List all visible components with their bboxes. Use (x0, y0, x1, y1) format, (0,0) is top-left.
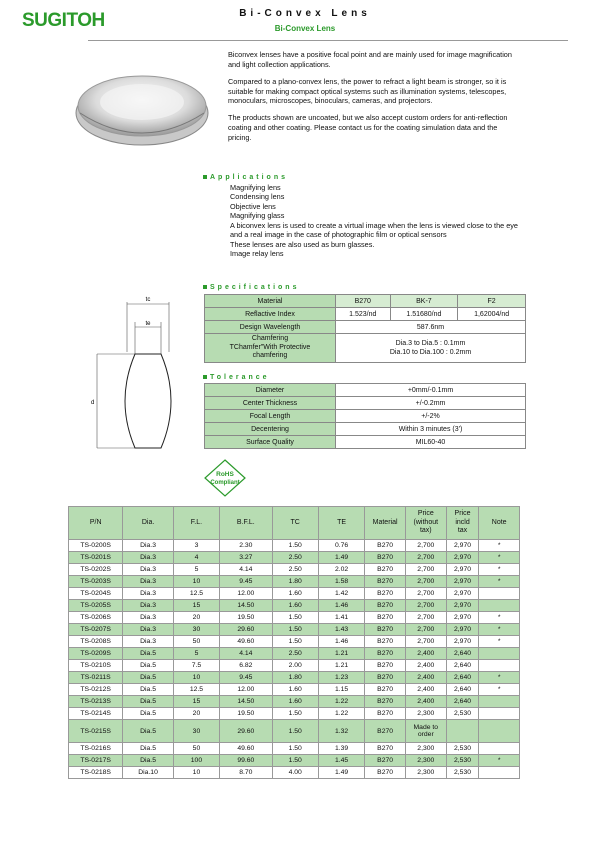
spec-cell: F2 (458, 295, 526, 308)
table-cell: 1.46 (318, 600, 364, 612)
table-cell: 10 (173, 767, 219, 779)
table-cell: Dia.3 (123, 564, 173, 576)
table-cell: 2,530 (446, 767, 479, 779)
company-logo: SUGITOH (22, 10, 105, 31)
table-cell: Dia.5 (123, 720, 173, 743)
table-row (69, 684, 520, 696)
table-cell: 2,530 (446, 708, 479, 720)
table-cell: 29.60 (220, 720, 272, 743)
table-cell: * (479, 576, 520, 588)
table-cell: 2,400 (405, 648, 446, 660)
table-cell: B270 (365, 696, 406, 708)
header-line: incld (455, 518, 470, 526)
table-cell: 2.50 (272, 564, 318, 576)
tolerance-label: Diameter (205, 384, 336, 397)
table-row (69, 743, 520, 755)
table-cell (479, 600, 520, 612)
table-cell: Dia.5 (123, 648, 173, 660)
table-cell: TS-0203S (69, 576, 123, 588)
table-row (69, 588, 520, 600)
bullet-square-icon (203, 175, 207, 179)
table-row (69, 672, 520, 684)
column-header: Dia. (123, 507, 173, 540)
table-cell: 2,970 (446, 588, 479, 600)
column-header: P/N (69, 507, 123, 540)
table-cell: 2,400 (405, 696, 446, 708)
table-cell: 49.60 (220, 743, 272, 755)
spec-label: Design Wavelength (205, 321, 336, 334)
table-cell: Dia.5 (123, 696, 173, 708)
table-cell (479, 588, 520, 600)
table-row (69, 636, 520, 648)
table-cell: Dia.3 (123, 552, 173, 564)
header-line: tax (457, 527, 468, 535)
table-cell: 4.00 (272, 767, 318, 779)
table-cell: 4.14 (220, 564, 272, 576)
te-label: te (145, 321, 151, 327)
table-cell: 2,640 (446, 648, 479, 660)
table-cell: TS-0212S (69, 684, 123, 696)
spec-value-line: Dia.10 to Dia.100 : 0.2mm (389, 349, 472, 356)
intro-text (228, 50, 518, 150)
bullet-square-icon (203, 375, 207, 379)
table-cell: Dia.5 (123, 672, 173, 684)
table-cell: 1.45 (318, 755, 364, 767)
table-cell: B270 (365, 624, 406, 636)
table-cell: * (479, 540, 520, 552)
table-cell: 2.30 (220, 540, 272, 552)
column-header: TC (272, 507, 318, 540)
table-cell: TS-0213S (69, 696, 123, 708)
d-label: d (91, 400, 95, 406)
column-header (446, 507, 479, 540)
table-cell: 1.80 (272, 672, 318, 684)
table-cell: 1.50 (272, 755, 318, 767)
table-cell: 2,700 (405, 636, 446, 648)
table-cell: 14.50 (220, 696, 272, 708)
table-cell: 1.50 (272, 540, 318, 552)
table-cell: * (479, 755, 520, 767)
table-cell: 5 (173, 564, 219, 576)
table-cell: 1.49 (318, 767, 364, 779)
table-cell: 30 (173, 624, 219, 636)
table-cell: 2,640 (446, 696, 479, 708)
spec-cell: 1.523/nd (336, 308, 391, 321)
specifications-table (204, 294, 526, 363)
table-cell: Dia.5 (123, 684, 173, 696)
spec-label: Material (205, 295, 336, 308)
table-cell: 10 (173, 576, 219, 588)
table-cell: Dia.3 (123, 612, 173, 624)
list-item: Magnifying glass (230, 211, 285, 221)
spec-cell (336, 334, 526, 363)
table-cell: 2,970 (446, 552, 479, 564)
table-cell: 2,970 (446, 636, 479, 648)
spec-cell: B270 (336, 295, 391, 308)
table-row (69, 564, 520, 576)
table-cell: 10 (173, 672, 219, 684)
table-cell: TS-0201S (69, 552, 123, 564)
applications-list (230, 183, 520, 259)
column-header: Material (365, 507, 406, 540)
table-cell: 2,400 (405, 684, 446, 696)
table-cell: TS-0210S (69, 660, 123, 672)
page-title: Bi-Convex Lens (239, 8, 371, 19)
tolerance-label: Focal Length (205, 410, 336, 423)
table-cell: TS-0208S (69, 636, 123, 648)
tolerance-value: +0mm/-0.1mm (336, 384, 526, 397)
table-cell: TS-0200S (69, 540, 123, 552)
table-cell: 14.50 (220, 600, 272, 612)
table-cell: TS-0214S (69, 708, 123, 720)
table-cell: 1.50 (272, 743, 318, 755)
table-cell: * (479, 564, 520, 576)
table-cell: 2,700 (405, 564, 446, 576)
applications-heading (203, 174, 288, 181)
table-cell: TS-0204S (69, 588, 123, 600)
table-row (69, 708, 520, 720)
header-line: (without (413, 518, 439, 526)
table-cell: 1.32 (318, 720, 364, 743)
table-cell: 2,530 (446, 743, 479, 755)
intro-paragraph: Compared to a plano-convex lens, the power to refract a light beam is stronger, so it is suitable for making compact optical systems such as illumination systems, telescopes, monoculars, microscopes, binoculars, cameras, and projectors. (228, 76, 507, 106)
spec-cell: 1.51680/nd (390, 308, 458, 321)
table-cell: 1.80 (272, 576, 318, 588)
table-cell: 1.60 (272, 696, 318, 708)
table-cell: 2.50 (272, 648, 318, 660)
table-cell: Dia.10 (123, 767, 173, 779)
table-cell: TS-0207S (69, 624, 123, 636)
table-cell: 2,700 (405, 552, 446, 564)
table-cell: 1.60 (272, 588, 318, 600)
spec-label-line: Chamfering (251, 335, 289, 343)
spec-label-line: chamfering (252, 352, 288, 360)
tolerance-table (204, 383, 526, 449)
intro-paragraph: Biconvex lenses have a positive focal point and are mainly used for image magnification and light collection applications. (228, 50, 512, 69)
table-cell: * (479, 612, 520, 624)
spec-label-line: TChamfer"With Protective (229, 343, 311, 351)
table-cell: 1.46 (318, 636, 364, 648)
intro-paragraph: The products shown are uncoated, but we also accept custom orders for anti-reflection coating and other coating. Please contact us for the coating simulation data and the pricing. (228, 113, 508, 142)
table-cell: 30 (173, 720, 219, 743)
table-cell: 2,530 (446, 755, 479, 767)
table-cell: Dia.5 (123, 755, 173, 767)
table-cell: 8.70 (220, 767, 272, 779)
cell-line: order (417, 731, 434, 738)
cell-line: Made to (413, 724, 439, 731)
table-cell: 19.50 (220, 612, 272, 624)
table-cell: 2.02 (318, 564, 364, 576)
table-cell: 2,640 (446, 684, 479, 696)
table-row (69, 552, 520, 564)
table-cell: TS-0216S (69, 743, 123, 755)
table-cell: 50 (173, 636, 219, 648)
table-cell: 2,640 (446, 672, 479, 684)
lens-dimension-diagram (85, 292, 195, 457)
table-cell: 12.00 (220, 588, 272, 600)
table-cell: 4 (173, 552, 219, 564)
header-line: tax) (419, 527, 432, 535)
table-cell: 1.50 (272, 612, 318, 624)
table-cell: 2,700 (405, 576, 446, 588)
spec-cell: BK-7 (390, 295, 458, 308)
tolerance-heading (203, 374, 270, 381)
table-cell: TS-0202S (69, 564, 123, 576)
bullet-square-icon (203, 285, 207, 289)
table-cell: * (479, 672, 520, 684)
table-row (69, 696, 520, 708)
table-cell: 2,700 (405, 540, 446, 552)
table-cell: 50 (173, 743, 219, 755)
table-cell: TS-0205S (69, 600, 123, 612)
table-cell: 12.00 (220, 684, 272, 696)
column-header: F.L. (173, 507, 219, 540)
table-cell: 1.43 (318, 624, 364, 636)
table-cell: 1.21 (318, 648, 364, 660)
table-cell: TS-0215S (69, 720, 123, 743)
table-cell: * (479, 552, 520, 564)
table-cell: 19.50 (220, 708, 272, 720)
table-cell: Dia.3 (123, 576, 173, 588)
table-cell: 9.45 (220, 576, 272, 588)
table-cell (479, 767, 520, 779)
table-cell (479, 708, 520, 720)
spec-label: Reflactive Index (205, 308, 336, 321)
table-cell: 3 (173, 540, 219, 552)
tolerance-heading-label: Tolerance (210, 374, 270, 381)
tolerance-label: Surface Quality (205, 436, 336, 449)
applications-heading-label: Applications (210, 174, 289, 181)
column-header: Note (479, 507, 520, 540)
table-cell: Dia.5 (123, 660, 173, 672)
table-cell: 2,400 (405, 672, 446, 684)
table-row (69, 720, 520, 743)
table-cell: 99.60 (220, 755, 272, 767)
product-table-body (69, 540, 520, 779)
tolerance-label: Decentering (205, 423, 336, 436)
table-cell: B270 (365, 564, 406, 576)
table-cell (479, 720, 520, 743)
header-divider (88, 40, 568, 41)
list-item: Magnifying lens (230, 183, 281, 192)
list-item: Condensing lens (230, 192, 285, 202)
tolerance-label: Center Thickness (205, 397, 336, 410)
table-cell (405, 720, 446, 743)
table-cell: 1.60 (272, 600, 318, 612)
table-cell: 1.50 (272, 636, 318, 648)
table-cell: 1.50 (272, 624, 318, 636)
table-cell: Dia.3 (123, 624, 173, 636)
table-cell: 2,700 (405, 600, 446, 612)
table-cell: 2,970 (446, 612, 479, 624)
spec-cell: 587.6nm (336, 321, 526, 334)
table-cell: TS-0206S (69, 612, 123, 624)
table-cell: 5 (173, 648, 219, 660)
spec-value-line: Dia.3 to Dia.5 : 0.1mm (395, 339, 466, 347)
table-cell: B270 (365, 648, 406, 660)
table-cell: 29.60 (220, 624, 272, 636)
tc-label: tc (145, 297, 151, 303)
table-row (69, 624, 520, 636)
table-cell (479, 696, 520, 708)
table-cell: 20 (173, 708, 219, 720)
rohs-badge (203, 458, 247, 503)
table-cell: 2,300 (405, 767, 446, 779)
table-cell: Dia.5 (123, 708, 173, 720)
table-cell: B270 (365, 672, 406, 684)
table-cell: 1.21 (318, 660, 364, 672)
table-cell (479, 648, 520, 660)
table-row (69, 660, 520, 672)
table-cell: 9.45 (220, 672, 272, 684)
table-cell: 1.23 (318, 672, 364, 684)
tolerance-value: +/-0.2mm (336, 397, 526, 410)
table-cell: Dia.3 (123, 600, 173, 612)
table-cell: 1.58 (318, 576, 364, 588)
table-cell: B270 (365, 552, 406, 564)
table-cell: 1.49 (318, 552, 364, 564)
table-cell: 2,970 (446, 600, 479, 612)
table-cell: 2.00 (272, 660, 318, 672)
spec-label (205, 334, 336, 363)
table-cell: 2,700 (405, 624, 446, 636)
table-cell: 4.14 (220, 648, 272, 660)
table-cell: Dia.3 (123, 636, 173, 648)
table-cell: 2,400 (405, 660, 446, 672)
header-line: Price (454, 510, 471, 518)
table-cell: B270 (365, 540, 406, 552)
tolerance-value: MIL60-40 (336, 436, 526, 449)
compliant-label: Compliant (210, 480, 240, 486)
table-row (69, 767, 520, 779)
table-cell: B270 (365, 612, 406, 624)
page-subtitle: Bi-Convex Lens (274, 24, 336, 33)
table-cell (479, 743, 520, 755)
table-cell: TS-0217S (69, 755, 123, 767)
lens-photo (72, 58, 212, 163)
table-cell: 15 (173, 600, 219, 612)
table-cell: 2,300 (405, 755, 446, 767)
list-item: These lenses are also used as burn glasses. (230, 239, 375, 249)
table-cell: B270 (365, 743, 406, 755)
table-cell: 20 (173, 612, 219, 624)
tolerance-value: Within 3 minutes (3') (336, 423, 526, 436)
table-cell: B270 (365, 708, 406, 720)
table-cell: 12.5 (173, 684, 219, 696)
table-cell: 2,970 (446, 540, 479, 552)
rohs-label: RoHS (216, 471, 234, 478)
table-cell: B270 (365, 755, 406, 767)
table-cell: B270 (365, 636, 406, 648)
table-cell: 2.50 (272, 552, 318, 564)
table-cell: 1.15 (318, 684, 364, 696)
specifications-heading-label: Specifications (210, 284, 300, 291)
table-cell: 1.22 (318, 696, 364, 708)
table-cell: 3.27 (220, 552, 272, 564)
product-table (68, 506, 520, 779)
table-row (69, 755, 520, 767)
list-item: Objective lens (230, 201, 276, 211)
list-item: A biconvex lens is used to create a virtual image when the lens is viewed close to the eye and a real image in the case of photographic film or optical sensors (230, 220, 518, 240)
table-row (69, 540, 520, 552)
table-cell: 2,640 (446, 660, 479, 672)
column-header: TE (318, 507, 364, 540)
table-cell: * (479, 624, 520, 636)
table-row (69, 576, 520, 588)
table-cell: B270 (365, 600, 406, 612)
table-cell: 2,700 (405, 588, 446, 600)
table-cell: 2,300 (405, 743, 446, 755)
header-line: Price (417, 510, 434, 518)
table-cell: 2,300 (405, 708, 446, 720)
table-cell: * (479, 636, 520, 648)
table-cell: 1.22 (318, 708, 364, 720)
table-cell: B270 (365, 576, 406, 588)
table-cell: 1.50 (272, 720, 318, 743)
table-cell: Dia.5 (123, 743, 173, 755)
table-cell (446, 720, 479, 743)
table-row (69, 648, 520, 660)
table-cell: 2,970 (446, 624, 479, 636)
table-cell: 2,970 (446, 564, 479, 576)
table-cell: 1.42 (318, 588, 364, 600)
spec-cell: 1,62004/nd (458, 308, 526, 321)
table-cell: TS-0211S (69, 672, 123, 684)
table-cell: Dia.3 (123, 540, 173, 552)
table-cell: 6.82 (220, 660, 272, 672)
table-cell: B270 (365, 684, 406, 696)
table-cell: 15 (173, 696, 219, 708)
table-header-row (69, 507, 520, 540)
table-cell: B270 (365, 660, 406, 672)
table-cell: 49.60 (220, 636, 272, 648)
table-cell (479, 660, 520, 672)
table-cell: 2,970 (446, 576, 479, 588)
table-cell: TS-0209S (69, 648, 123, 660)
table-cell: 1.50 (272, 708, 318, 720)
table-cell: TS-0218S (69, 767, 123, 779)
column-header (405, 507, 446, 540)
table-cell: 7.5 (173, 660, 219, 672)
table-cell: 1.41 (318, 612, 364, 624)
table-cell: * (479, 684, 520, 696)
table-cell: 100 (173, 755, 219, 767)
table-cell: 1.39 (318, 743, 364, 755)
table-cell: 0.76 (318, 540, 364, 552)
table-cell: B270 (365, 767, 406, 779)
table-cell: Dia.3 (123, 588, 173, 600)
tolerance-value: +/-2% (336, 410, 526, 423)
table-cell: 2,700 (405, 612, 446, 624)
table-cell: 12.5 (173, 588, 219, 600)
list-item: Image relay lens (230, 249, 284, 259)
table-cell: B270 (365, 588, 406, 600)
table-cell: B270 (365, 720, 406, 743)
table-cell: 1.60 (272, 684, 318, 696)
table-row (69, 612, 520, 624)
specifications-heading (203, 284, 299, 291)
table-row (69, 600, 520, 612)
column-header: B.F.L. (220, 507, 272, 540)
